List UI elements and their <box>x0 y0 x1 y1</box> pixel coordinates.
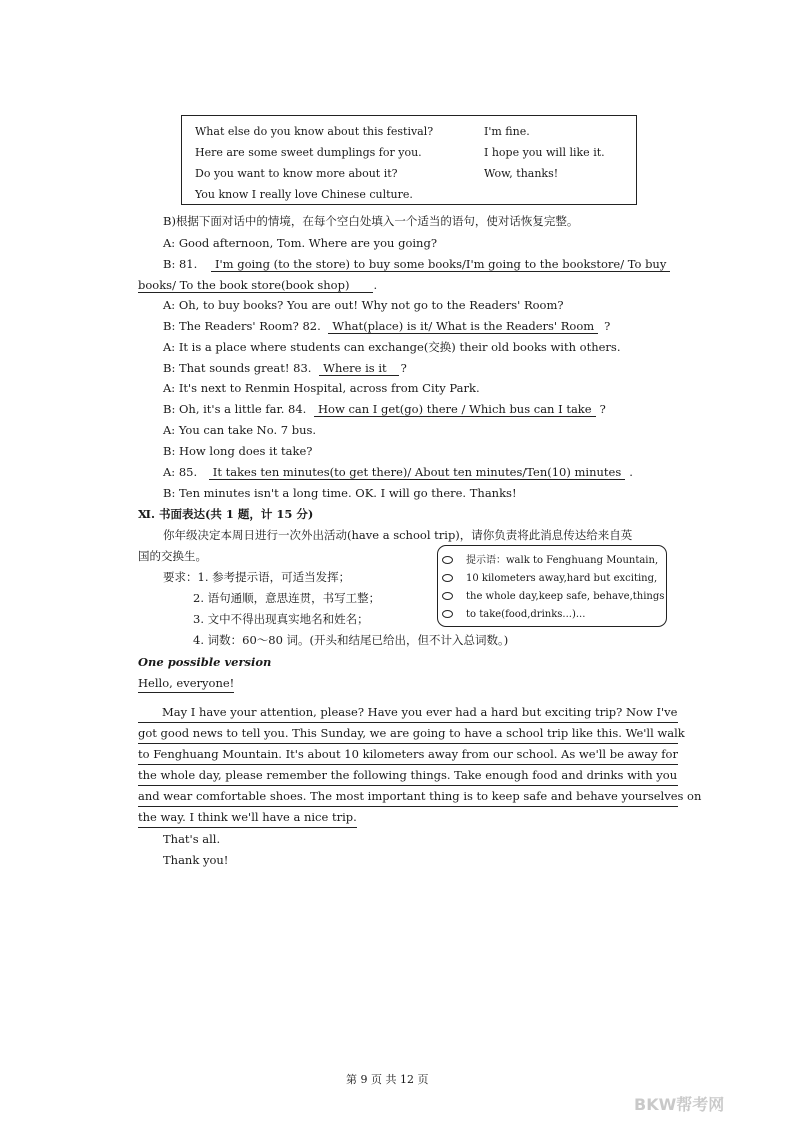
essay-line: got good news to tell you. This Sunday, we are going to have a school trip like this. We'll walk <box>138 726 678 744</box>
requirement-4: 4. 词数：60～80 词。(开头和结尾已给出，但不计入总词数。) <box>193 633 509 647</box>
dialogue-line: A: It's next to Renmin Hospital, across from City Park. <box>163 381 480 395</box>
option-left-1: What else do you know about this festival? <box>195 125 434 138</box>
option-right-3: Wow, thanks! <box>484 167 559 180</box>
hint-line: to take(food,drinks...)... <box>466 609 586 620</box>
punct: ? <box>604 319 611 333</box>
dialogue-prefix: B: That sounds great! 83. <box>163 361 312 375</box>
essay-closing: Thank you! <box>163 853 229 867</box>
option-right-2: I hope you will like it. <box>484 146 605 159</box>
dialogue-line: A: Good afternoon, Tom. Where are you going? <box>163 236 437 250</box>
dialogue-line-81-cont <box>138 278 377 292</box>
dialogue-prefix: A: 85. <box>163 465 198 479</box>
page-number: 第 9 页 共 12 页 <box>346 1073 429 1086</box>
dialogue-prefix: B: 81. <box>163 257 198 271</box>
dialogue-line: B: How long does it take? <box>163 444 313 458</box>
hint-line: the whole day,keep safe, behave,things <box>466 591 665 602</box>
options-box <box>181 115 637 205</box>
essay-line: to Fenghuang Mountain. It's about 10 kilometers away from our school. As we'll be away for <box>138 747 678 765</box>
option-left-2: Here are some sweet dumplings for you. <box>195 146 422 159</box>
watermark-logo: BKW帮考网 <box>634 1095 725 1114</box>
hint-line: 提示语：walk to Fenghuang Mountain, <box>466 555 659 566</box>
notebook-ring-icon <box>442 592 453 600</box>
option-left-3: Do you want to know more about it? <box>195 167 398 180</box>
dialogue-line-84 <box>163 402 606 416</box>
dialogue-line: B: Ten minutes isn't a long time. OK. I will go there. Thanks! <box>163 486 517 500</box>
dialogue-line-82 <box>163 319 610 333</box>
writing-prompt: 你年级决定本周日进行一次外出活动(have a school trip)，请你负责将此消息传达给来自英 <box>163 528 633 542</box>
dialogue-line-81 <box>163 257 670 271</box>
dialogue-line: A: It is a place where students can exchange(交换) their old books with others. <box>163 340 621 354</box>
hint-line: 10 kilometers away,hard but exciting, <box>466 573 658 584</box>
essay-title: One possible version <box>138 655 272 669</box>
answer-81-cont: books/ To the book store(book shop) <box>138 278 373 293</box>
essay-line: and wear comfortable shoes. The most important thing is to keep safe and behave yourselves on <box>138 789 678 807</box>
answer-84: How can I get(go) there / Which bus can I take <box>314 402 596 417</box>
answer-81: I'm going (to the store) to buy some books/I'm going to the bookstore/ To buy <box>211 257 670 272</box>
answer-82: What(place) is it/ What is the Readers' Room <box>328 319 598 334</box>
dialogue-line: A: Oh, to buy books? You are out! Why not go to the Readers' Room? <box>163 298 564 312</box>
essay-closing: That's all. <box>163 832 221 846</box>
punct: . <box>373 278 378 292</box>
essay-greeting: Hello, everyone! <box>138 676 234 693</box>
notebook-ring-icon <box>442 610 453 618</box>
answer-83: Where is it <box>319 361 399 376</box>
section-heading: Ⅺ. 书面表达(共 1 题，计 15 分) <box>138 507 314 521</box>
punct: . <box>629 465 633 479</box>
punct: ? <box>599 402 606 416</box>
notebook-ring-icon <box>442 574 453 582</box>
punct: ? <box>400 361 407 375</box>
notebook-ring-icon <box>442 556 453 564</box>
writing-prompt-cont: 国的交换生。 <box>138 549 207 563</box>
hint-box <box>437 545 667 627</box>
dialogue-line-85 <box>163 465 633 479</box>
essay-line: May I have your attention, please? Have you ever had a hard but exciting trip? Now I've <box>138 705 678 723</box>
answer-85: It takes ten minutes(to get there)/ About ten minutes/Ten(10) minutes <box>209 465 625 480</box>
requirement-1: 要求：1. 参考提示语，可适当发挥； <box>163 570 351 584</box>
requirement-2: 2. 语句通顺，意思连贯，书写工整； <box>193 591 381 605</box>
dialogue-line: A: You can take No. 7 bus. <box>163 423 317 437</box>
option-left-4: You know I really love Chinese culture. <box>195 188 413 201</box>
dialogue-prefix: B: Oh, it's a little far. 84. <box>163 402 307 416</box>
dialogue-line-83 <box>163 361 407 375</box>
dialogue-prefix: B: The Readers' Room? 82. <box>163 319 321 333</box>
option-right-1: I'm fine. <box>484 125 530 138</box>
requirement-3: 3. 文中不得出现真实地名和姓名； <box>193 612 369 626</box>
part-b-instruction: B)根据下面对话中的情境，在每个空白处填入一个适当的语句，使对话恢复完整。 <box>163 214 579 228</box>
essay-line: the way. I think we'll have a nice trip. <box>138 810 357 828</box>
essay-line: the whole day, please remember the following things. Take enough food and drinks with you <box>138 768 678 786</box>
